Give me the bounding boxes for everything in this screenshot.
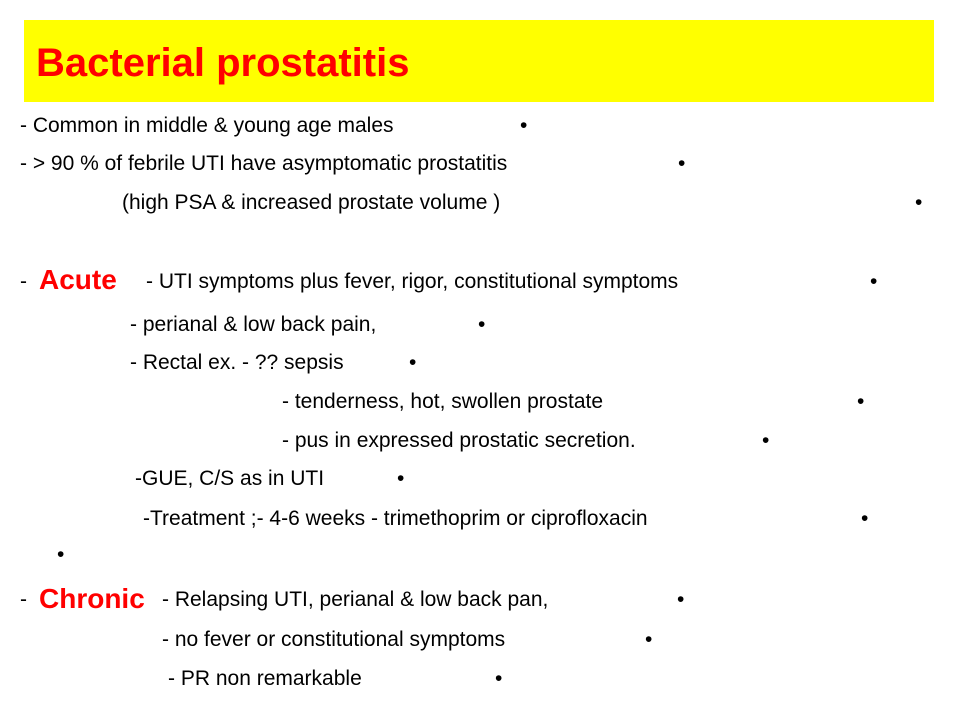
line-tenderness: - tenderness, hot, swollen prostate	[282, 390, 604, 413]
line-common: - Common in middle & young age males	[20, 114, 394, 137]
bullet-dot: •	[762, 429, 770, 452]
bullet-dot: •	[677, 588, 685, 611]
bullet-dot: •	[870, 270, 878, 293]
line-acute-symptoms: - UTI symptoms plus fever, rigor, constitutional symptoms	[146, 270, 679, 293]
line-pr: - PR non remarkable	[168, 667, 362, 690]
line-rectal: - Rectal ex. - ?? sepsis	[130, 351, 344, 374]
bullet-dot: •	[520, 114, 528, 137]
slide-title: Bacterial prostatitis	[36, 41, 410, 85]
line-relapsing: - Relapsing UTI, perianal & low back pan,	[162, 588, 549, 611]
bullet-dot: •	[478, 313, 486, 336]
bullet-dot: •	[861, 507, 869, 530]
line-psa: (high PSA & increased prostate volume )	[122, 191, 501, 214]
bullet-dot: •	[857, 390, 865, 413]
bullet-dot: •	[678, 152, 686, 175]
bullet-dot: •	[57, 543, 65, 566]
line-treatment: -Treatment ;- 4-6 weeks - trimethoprim or ciprofloxacin	[143, 507, 648, 530]
line-gue: -GUE, C/S as in UTI	[135, 467, 325, 490]
bullet-dot: •	[915, 191, 923, 214]
acute-dash: -	[20, 270, 27, 293]
bullet-dot: •	[495, 667, 503, 690]
line-perianal: - perianal & low back pain,	[130, 313, 377, 336]
acute-heading: Acute	[39, 264, 117, 295]
bullet-dot: •	[645, 628, 653, 651]
bullet-dot: •	[397, 467, 405, 490]
line-no-fever: - no fever or constitutional symptoms	[162, 628, 506, 651]
bullet-dot: •	[409, 351, 417, 374]
chronic-heading: Chronic	[39, 583, 145, 614]
chronic-dash: -	[20, 588, 27, 611]
line-pus: - pus in expressed prostatic secretion.	[282, 429, 636, 452]
line-febrile: - > 90 % of febrile UTI have asymptomatic prostatitis	[20, 152, 508, 175]
